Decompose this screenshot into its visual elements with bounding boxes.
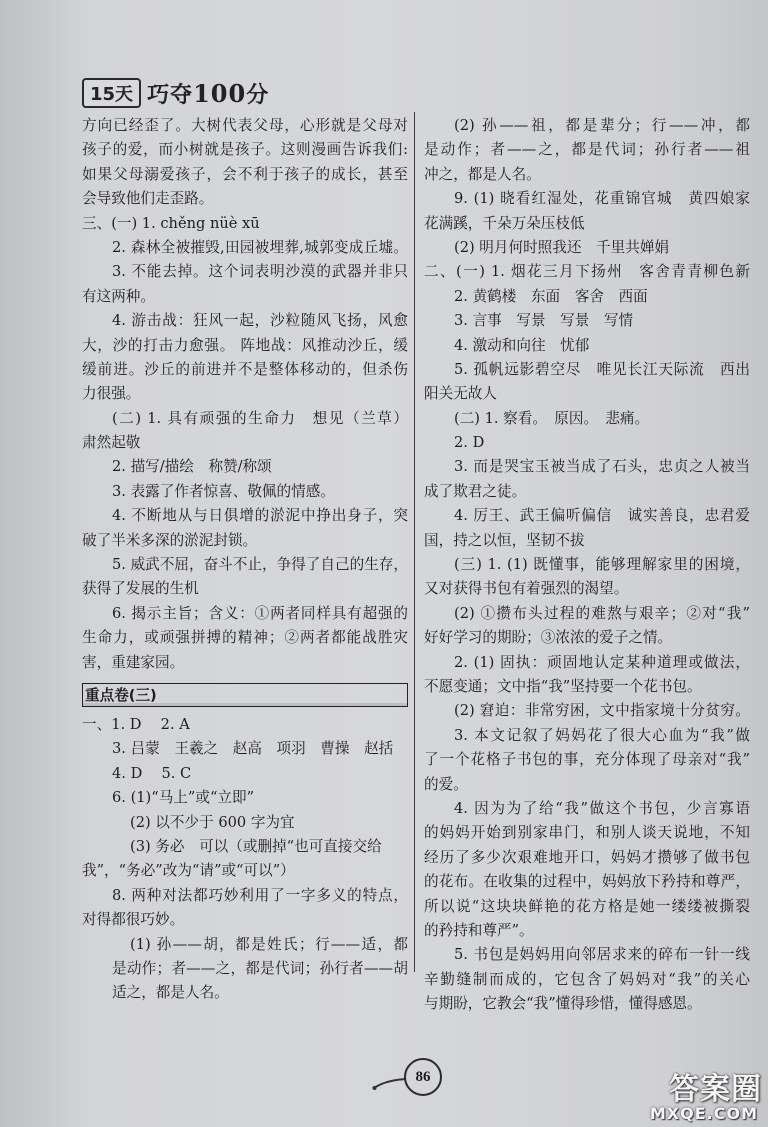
text-line: 力很强。 — [82, 385, 141, 403]
text-line: 成了欺君之徒。 — [424, 482, 527, 500]
column-divider — [414, 112, 415, 972]
text-line: (2) ①攒布头过程的难熬与艰辛；②对“我” — [454, 604, 750, 622]
text-line: 阳关无故人 — [424, 385, 497, 403]
text-line: 6. (1)“马上”或“立即” — [112, 789, 255, 807]
text-line: 经历了多少次艰难地开口，妈妈才攒够了做书包 — [424, 848, 750, 866]
text-line: 不愿变通；文中指“我”坚持要一个花书包。 — [424, 677, 702, 695]
text-line: 如果父母溺爱孩子，会不利于孩子的成长，甚至 — [82, 165, 408, 183]
text-line: 9. (1) 晓看红湿处，花重锦官城 黄四娘家 — [454, 190, 750, 208]
text-line: 2. (1) 固执：顽固地认定某种道理或做法， — [454, 653, 750, 671]
text-line: 3. 不能去掉。这个词表明沙漠的武器并非只 — [112, 263, 408, 281]
text-line: (2) 孙——祖，都是辈分；行——冲，都 — [454, 117, 750, 134]
text-line: 大，沙的打击力愈强。 阵地战：风推动沙丘，缓 — [82, 336, 408, 354]
text-line: (二) 1. 具有顽强的生命力 想见（兰草） — [112, 409, 408, 427]
page-header — [82, 76, 269, 110]
text-line: 的花布。在收集的过程中，妈妈放下矜持和尊严， — [424, 873, 750, 891]
text-line: (2) 以不少于 600 字为宜 — [130, 813, 295, 831]
text-line: 我”，“务必”改为“请”或“可以”） — [82, 862, 295, 880]
header-badge: 15天 — [82, 78, 141, 108]
text-line: 8. 两种对法都巧妙利用了一字多义的特点， — [112, 886, 408, 904]
text-line: 4. 因为为了给“我”做这个书包，少言寡语 — [454, 799, 750, 817]
text-line: 一、1. D 2. A — [82, 715, 190, 733]
page-number: 86 — [404, 1058, 442, 1096]
text-line: (1) 孙——胡，都是姓氏；行——适，都 — [130, 935, 408, 953]
text-line: 花满蹊，千朵万朵压枝低 — [424, 214, 585, 232]
watermark-text: 答案圈 — [669, 1072, 762, 1107]
text-line: 3. 言事 写景 写景 写情 — [454, 312, 634, 330]
text-line: 的爱。 — [424, 775, 468, 793]
page-footer — [372, 1054, 452, 1094]
header-title-part: 分 — [246, 81, 270, 108]
text-line: 5. 孤帆远影碧空尽 唯见长江天际流 西出 — [454, 360, 750, 378]
text-line: 5. 书包是妈妈用向邻居求来的碎布一针一线 — [454, 946, 750, 964]
text-line: 辛勤缝制而成的，它包含了妈妈对“我”的关心 — [424, 970, 750, 988]
pen-icon — [372, 1076, 408, 1092]
right-column — [424, 114, 750, 1016]
text-line: 三、(一) 1. chěng nüè xū — [82, 214, 260, 232]
text-line: 3. 表露了作者惊喜、敬佩的情感。 — [112, 482, 335, 500]
text-line: (3) 务必 可以（或删掉“也可直接交给 — [130, 837, 382, 855]
text-line: (二) 1. 察看。 原因。 悲痛。 — [454, 409, 650, 427]
text-line: 有这两种。 — [82, 287, 155, 305]
section-title: 重点卷(三) — [82, 683, 408, 707]
text-line: 3. 而是哭宝玉被当成了石头，忠贞之人被当 — [454, 458, 750, 476]
text-line: 获得了发展的生机 — [82, 580, 199, 598]
text-line: 害，重建家园。 — [82, 653, 185, 671]
watermark-url: MXQE.COM — [649, 1104, 758, 1123]
text-line: 2. D — [454, 434, 485, 452]
text-line: (2) 窘迫：非常穷困，文中指家境十分贫穷。 — [454, 702, 750, 720]
text-line: 冲之，都是人名。 — [424, 165, 541, 183]
text-line: (2) 明月何时照我还 千里共婵娟 — [454, 238, 670, 256]
header-title-part: 巧夺 — [147, 81, 194, 108]
text-line: 二、(一) 1. 烟花三月下扬州 客舍青青柳色新 — [424, 263, 750, 281]
text-line: 生命力，或顽强拼搏的精神；②两者都能战胜灾 — [82, 629, 408, 647]
text-line: 4. 不断地从与日俱增的淤泥中挣出身子，突 — [112, 507, 408, 525]
text-line: 6. 揭示主旨；含义：①两者同样具有超强的 — [112, 604, 408, 622]
text-line: 2. 黄鹤楼 东面 客舍 西面 — [454, 287, 648, 305]
text-line: 是动作；者——之，都是代词；孙行者——祖 — [424, 141, 750, 159]
text-line: 的矜持和尊严”。 — [424, 921, 534, 939]
text-line: 2. 森林全被摧毁,田园被埋葬,城郭变成丘墟。 — [112, 238, 408, 256]
text-line: 3. 本文记叙了妈妈花了很大心血为“我”做 — [454, 726, 750, 744]
text-line: 4. 厉王、武王偏听偏信 诚实善良，忠君爱 — [454, 507, 750, 525]
text-line: 2. 描写/描绘 称赞/称颂 — [112, 458, 272, 476]
text-line: 方向已经歪了。大树代表父母，心形就是父母对 — [82, 117, 408, 134]
watermark-logo — [632, 1064, 762, 1126]
header-title-number: 100 — [193, 78, 247, 108]
header-title — [147, 78, 269, 109]
text-line: 的妈妈开始到别家串门，和别人谈天说地，不知 — [424, 824, 750, 842]
text-line: 所以说“这块块鲜艳的花方格是她一缕缕被撕裂 — [424, 897, 750, 915]
text-line: 肃然起敬 — [82, 434, 141, 452]
text-line: 4. 游击战：狂风一起，沙粒随风飞扬，风愈 — [112, 312, 408, 330]
text-line: 又对获得书包有着强烈的渴望。 — [424, 580, 629, 598]
text-line: 4. 激动和向往 忧郁 — [454, 336, 590, 354]
text-line: 缓前进。沙丘的前进并不是整体移动的，但杀伤 — [82, 360, 408, 378]
text-line: 对得都很巧妙。 — [82, 911, 185, 929]
text-line: 是动作；者——之，都是代词；孙行者——胡 — [112, 959, 408, 977]
text-line: 破了半米多深的淤泥封锁。 — [82, 531, 258, 549]
text-line: (三) 1. (1) 既懂事，能够理解家里的困境， — [454, 556, 750, 574]
text-line: 国，持之以恒，坚韧不拔 — [424, 531, 585, 549]
text-line: 好好学习的期盼；③浓浓的爱子之情。 — [424, 629, 673, 647]
text-line: 会导致他们走歪路。 — [82, 190, 214, 208]
text-line: 5. 威武不屈，奋斗不止，争得了自己的生存， — [112, 556, 408, 574]
text-line: 与期盼，它教会“我”懂得珍惜，懂得感恩。 — [424, 995, 702, 1013]
left-column — [82, 114, 408, 1006]
text-line: 3. 吕蒙 王羲之 赵高 项羽 曹操 赵括 — [112, 740, 394, 758]
text-line: 4. D 5. C — [112, 764, 192, 782]
text-line: 了一个花格子书包的事，充分体现了母亲对“我” — [424, 751, 750, 769]
text-line: 适之，都是人名。 — [112, 984, 229, 1002]
text-line: 孩子的爱，而小树就是孩子。这则漫画告诉我们: — [82, 141, 408, 159]
